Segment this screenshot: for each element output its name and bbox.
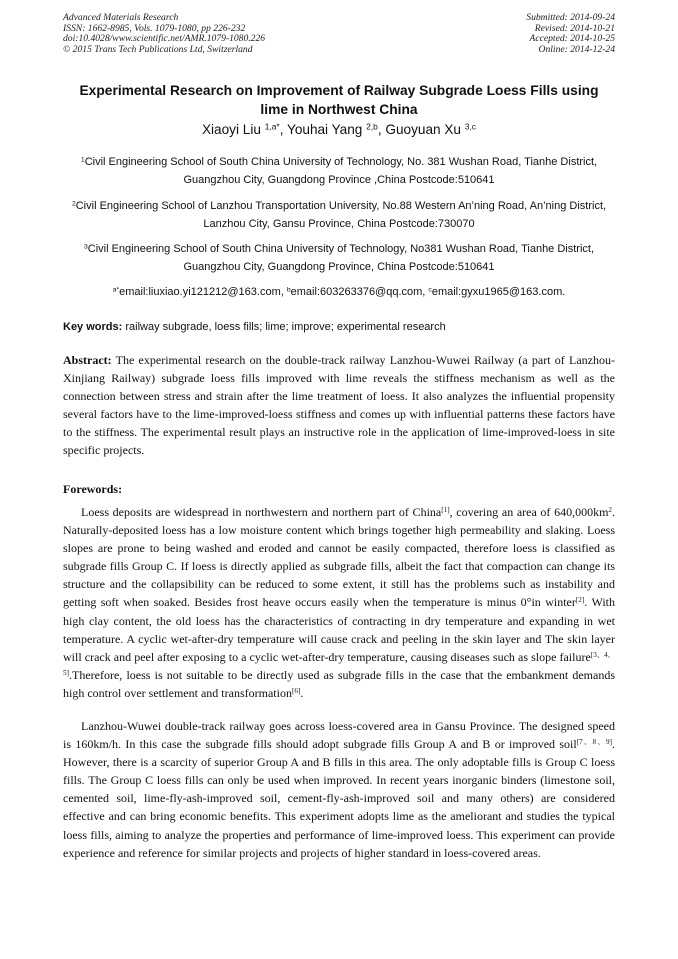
citation: [7、8、9] xyxy=(576,738,612,747)
affiliation-superscript: 1 xyxy=(80,156,85,164)
publication-info xyxy=(63,13,265,55)
paragraph-text: , covering an area of 640,000km xyxy=(449,505,609,519)
paragraph-text: Loess deposits are widespread in northwestern and northern part of China xyxy=(81,505,442,519)
abstract-label: Abstract: xyxy=(63,353,112,367)
citation: [3、4、5] xyxy=(63,650,615,677)
body-paragraph-1 xyxy=(63,503,615,702)
email-separator: , xyxy=(280,286,287,298)
journal-name: Advanced Materials Research xyxy=(63,12,179,23)
author-name: Xiaoyi Liu xyxy=(201,122,261,137)
citation: [6] xyxy=(291,686,301,695)
email-list xyxy=(63,283,615,301)
citation: [1] xyxy=(441,506,450,515)
affiliation-superscript: 3 xyxy=(83,243,88,251)
author-separator: , xyxy=(377,122,386,137)
affiliation-text: Civil Engineering School of Lanzhou Transportation University, No.88 Western An’ning Road, An’ning District, Lanzhou City, Gansu Province, China Postcode:730070 xyxy=(75,200,607,230)
submitted-date: Submitted: 2014-09-24 xyxy=(526,12,615,23)
online-date: Online: 2014-12-24 xyxy=(538,43,615,55)
keywords-label: Key words: xyxy=(63,321,123,333)
author-superscript: 3,c xyxy=(464,121,477,132)
author-name: Youhai Yang xyxy=(287,122,363,137)
email-link[interactable]: email:liuxiao.yi121212@163.com xyxy=(119,286,281,298)
affiliation-text: Civil Engineering School of South China University of Technology, No381 Wushan Road, Tianhe District, Guangzhou City, Guangdong Province, China Postcode:510641 xyxy=(87,243,595,273)
email-superscript: b xyxy=(286,286,291,294)
affiliation-3 xyxy=(63,240,615,276)
paragraph-text: .Therefore, loess is not suitable to be directly used as subgrade fills in the case that the embankment demands high control over settlement and transformation xyxy=(63,667,615,700)
email-superscript: a* xyxy=(112,286,120,294)
author-superscript: 2,b xyxy=(366,121,378,132)
email-separator: , xyxy=(422,286,429,298)
email-link[interactable]: email:603263376@qq.com xyxy=(290,286,423,298)
author-superscript: 1,a* xyxy=(264,121,280,132)
paragraph-text: . Naturally-deposited loess has a low moisture content which brings together high permeability and slaking. Loess slopes are prone to being washed and eroded and cannot be easily compacted, therefore loess is classified as subgrade fills Group C. If loess is directly applied as subgrade fills, albeit the fact that compaction can change its structure and the collapsibility can be reduced to some extent, it still has the problems such as instability and getting soft when soaked. Besides frost heave occurs easily when the temperature is minus 0°in winter xyxy=(63,505,615,610)
section-heading: Forewords: xyxy=(63,482,123,496)
history-dates xyxy=(526,13,615,55)
body-paragraph-2 xyxy=(63,717,615,862)
issn-line: ISSN: 1662-8985, Vols. 1079-1080, pp 226-232 xyxy=(63,22,246,34)
author-list xyxy=(63,122,615,138)
paragraph-text: . However, there is a scarcity of superior Group A and B fills in this area. The only adoptable fills is Group C loess fills. The Group C loess fills can only be used when improved. In recent years inorganic binders (limestone soil, cemented soil, lime-fly-ash-improved soil, cement-fly-ash-improved soil and many others) are considered effective and can bring economic benefits. This experiment adopts lime as the ameliorant and studies the typical loess fills, aiming to analyze the properties and performance of lime-improved loess. This experiment can provide experience and reference for similar projects and projects of higher standard in loess-covered areas. xyxy=(63,737,615,860)
doi-line: doi:10.4028/www.scientific.net/AMR.1079-1080.226 xyxy=(63,33,266,45)
paragraph-text: . With high clay content, the old loess has the characteristics of contracting in dry temperature and expanding in wet temperature. A cyclic wet-after-dry temperature will cause crack and peeling in the skin layer and The skin layer will crack and peel after exposing to a cyclic wet-after-dry temperature, causing diseases such as slope failure xyxy=(63,595,615,664)
abstract-text: The experimental research on the double-track railway Lanzhou-Wuwei Railway (a part of Lanzhou-Xinjiang Railway) subgrade loess fills improved with lime reveals the stiffness mechanism as well as the connection between stress and strain after the lime treatment of loess. It also analyzes the influential propensity several factors have to the lime-improved-loess stiffness and comes up with influential patterns these factors have to the stiffness. The experimental result plays an instructive role in the application of lime-improved-loess in site specific projects. xyxy=(63,353,615,458)
affiliation-superscript: 2 xyxy=(71,200,76,208)
abstract xyxy=(63,351,615,460)
affiliation-1 xyxy=(63,153,615,189)
copyright-line: © 2015 Trans Tech Publications Ltd, Switzerland xyxy=(63,43,253,55)
author-name: Guoyuan Xu xyxy=(385,122,461,137)
paper-title: Experimental Research on Improvement of Railway Subgrade Loess Fills using lime in Northwest China xyxy=(79,83,599,117)
paragraph-text: Lanzhou-Wuwei double-track railway goes across loess-covered area in Gansu Province. The designed speed is 160km/h. In this case the subgrade fills should adopt subgrade fills Group A and B or improved soil xyxy=(63,719,615,752)
email-link[interactable]: email:gyxu1965@163.com xyxy=(431,286,563,298)
email-separator: . xyxy=(562,286,566,298)
affiliation-text: Civil Engineering School of South China University of Technology, No. 381 Wushan Road, Tianhe District, Guangzhou City, Guangdong Province ,China Postcode:510641 xyxy=(84,156,598,186)
keywords-text: railway subgrade, loess fills; lime; improve; experimental research xyxy=(125,321,446,333)
keywords xyxy=(63,320,615,334)
revised-date: Revised: 2014-10-21 xyxy=(534,22,615,34)
superscript: 2 xyxy=(608,506,612,515)
email-superscript: c xyxy=(428,286,432,294)
author-separator: , xyxy=(279,122,287,137)
citation: [2] xyxy=(575,596,585,605)
accepted-date: Accepted: 2014-10-25 xyxy=(529,33,615,45)
paragraph-text: . xyxy=(300,685,304,700)
affiliation-2 xyxy=(63,197,615,233)
